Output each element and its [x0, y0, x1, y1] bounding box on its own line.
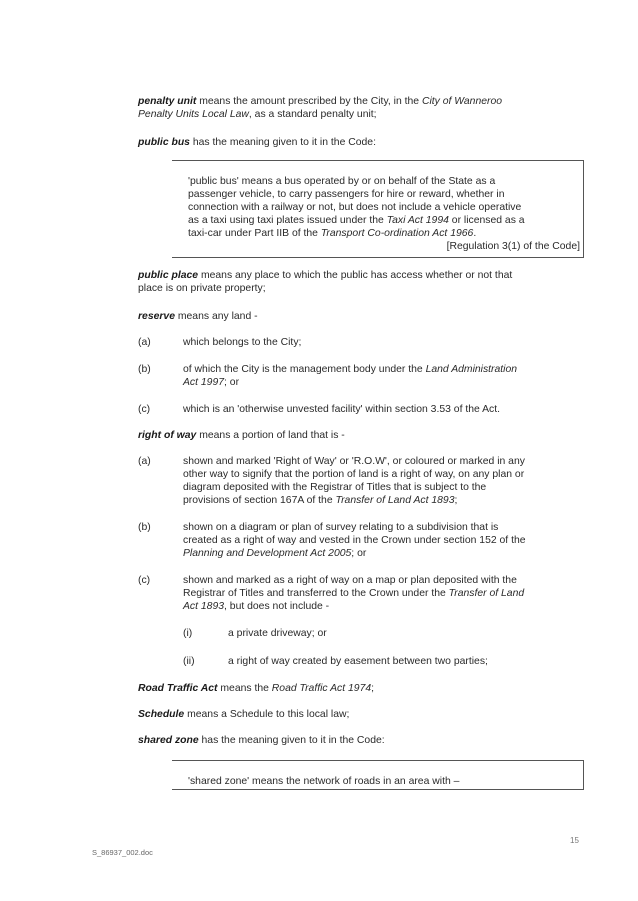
item-italic: Land Administration	[425, 364, 518, 375]
term: public bus	[138, 137, 190, 148]
item-text-part: provisions of section 167A of the	[183, 495, 336, 506]
subitem-text: a private driveway; or	[228, 628, 327, 639]
term: Road Traffic Act	[138, 683, 218, 694]
item-label: (c)	[138, 575, 151, 586]
box-text: as a taxi using taxi plates issued under the	[188, 215, 387, 226]
term: penalty unit	[138, 96, 197, 107]
item-label: (a)	[138, 337, 151, 348]
item-line: shown on a diagram or plan of survey relating to a subdivision that is	[183, 522, 499, 533]
item-label: (c)	[138, 404, 151, 415]
definition-italic: City of Wanneroo	[421, 96, 503, 107]
item-label: (a)	[138, 456, 151, 467]
quoted-text-public-bus	[188, 175, 580, 253]
term: Schedule	[138, 709, 185, 720]
definition-text: means the	[217, 683, 272, 694]
definition-italic: Road Traffic Act 1974	[271, 683, 372, 694]
item-italic: Transfer of Land Act 1893	[335, 495, 455, 506]
item-line: shown and marked as a right of way on a map or plan deposited with the	[183, 575, 517, 586]
item-italic: Planning and Development Act 2005	[183, 548, 352, 559]
item-text-part: ; or	[351, 548, 367, 559]
subitem-label: (ii)	[183, 656, 195, 667]
quoted-text-shared-zone: 'shared zone' means the network of roads in an area with –	[188, 776, 460, 787]
item-text-part: ;	[454, 495, 458, 506]
item-text	[183, 455, 575, 507]
definition-public-place	[138, 269, 578, 295]
definition-text: ;	[371, 683, 375, 694]
item-text	[183, 363, 575, 389]
definition-text: means a Schedule to this local law;	[184, 709, 350, 720]
box-italic: Transport Co-ordination Act 1966	[320, 228, 474, 239]
regulation-reference: [Regulation 3(1) of the Code]	[446, 241, 580, 252]
box-text: .	[473, 228, 477, 239]
term: reserve	[138, 311, 175, 322]
box-line: connection with a railway or not, but does not include a vehicle operative	[188, 202, 522, 213]
item-italic: Act 1893	[183, 601, 225, 612]
definition-penalty-unit	[138, 95, 578, 121]
item-text-part: , but does not include -	[224, 601, 330, 612]
term: right of way	[138, 430, 197, 441]
term: public place	[138, 270, 199, 281]
item-text: which is an 'otherwise unvested facility' within section 3.53 of the Act.	[183, 404, 501, 415]
definition-right-of-way	[138, 429, 578, 442]
definition-text: place is on private property;	[138, 283, 266, 294]
subitem-label: (i)	[183, 628, 193, 639]
box-text: taxi-car under Part IIB of the	[188, 228, 321, 239]
box-text: or licensed as a	[448, 215, 525, 226]
box-line: 'public bus' means a bus operated by or on behalf of the State as a	[188, 176, 496, 187]
item-text: which belongs to the City;	[183, 337, 302, 348]
item-italic: Transfer of Land	[448, 588, 525, 599]
definition-shared-zone	[138, 734, 578, 747]
item-italic: Act 1997	[183, 377, 225, 388]
term: shared zone	[138, 735, 199, 746]
item-text	[183, 521, 575, 560]
definition-text: has the meaning given to it in the Code:	[198, 735, 385, 746]
definition-schedule	[138, 708, 578, 721]
definition-italic: Penalty Units Local Law	[138, 109, 249, 120]
subitem-text: a right of way created by easement between two parties;	[228, 656, 488, 667]
item-text-part: Registrar of Titles and transferred to the Crown under the	[183, 588, 449, 599]
file-reference: S_86937_002.doc	[92, 848, 153, 857]
item-text-part: ; or	[224, 377, 240, 388]
item-line: created as a right of way and vested in the Crown under section 152 of the	[183, 535, 526, 546]
box-italic: Taxi Act 1994	[386, 215, 449, 226]
item-line: other way to signify that the portion of land is a right of way, on any plan or	[183, 469, 525, 480]
definition-public-bus	[138, 136, 578, 149]
item-label: (b)	[138, 522, 151, 533]
definition-road-traffic-act	[138, 682, 578, 695]
definition-text: means any land -	[174, 311, 258, 322]
box-line: passenger vehicle, to carry passengers for hire or reward, whether in	[188, 189, 505, 200]
item-line: diagram deposited with the Registrar of Titles that is subject to the	[183, 482, 487, 493]
definition-text: means any place to which the public has access whether or not that	[198, 270, 513, 281]
page-number: 15	[570, 836, 579, 845]
definition-text: , as a standard penalty unit;	[248, 109, 377, 120]
item-label: (b)	[138, 364, 151, 375]
definition-text: means the amount prescribed by the City, in the	[196, 96, 422, 107]
item-line: shown and marked 'Right of Way' or 'R.O.W', or coloured or marked in any	[183, 456, 525, 467]
item-text-part: of which the City is the management body under the	[183, 364, 426, 375]
definition-text: means a portion of land that is -	[196, 430, 345, 441]
definition-reserve	[138, 310, 578, 323]
item-text	[183, 574, 575, 613]
definition-text: has the meaning given to it in the Code:	[189, 137, 376, 148]
